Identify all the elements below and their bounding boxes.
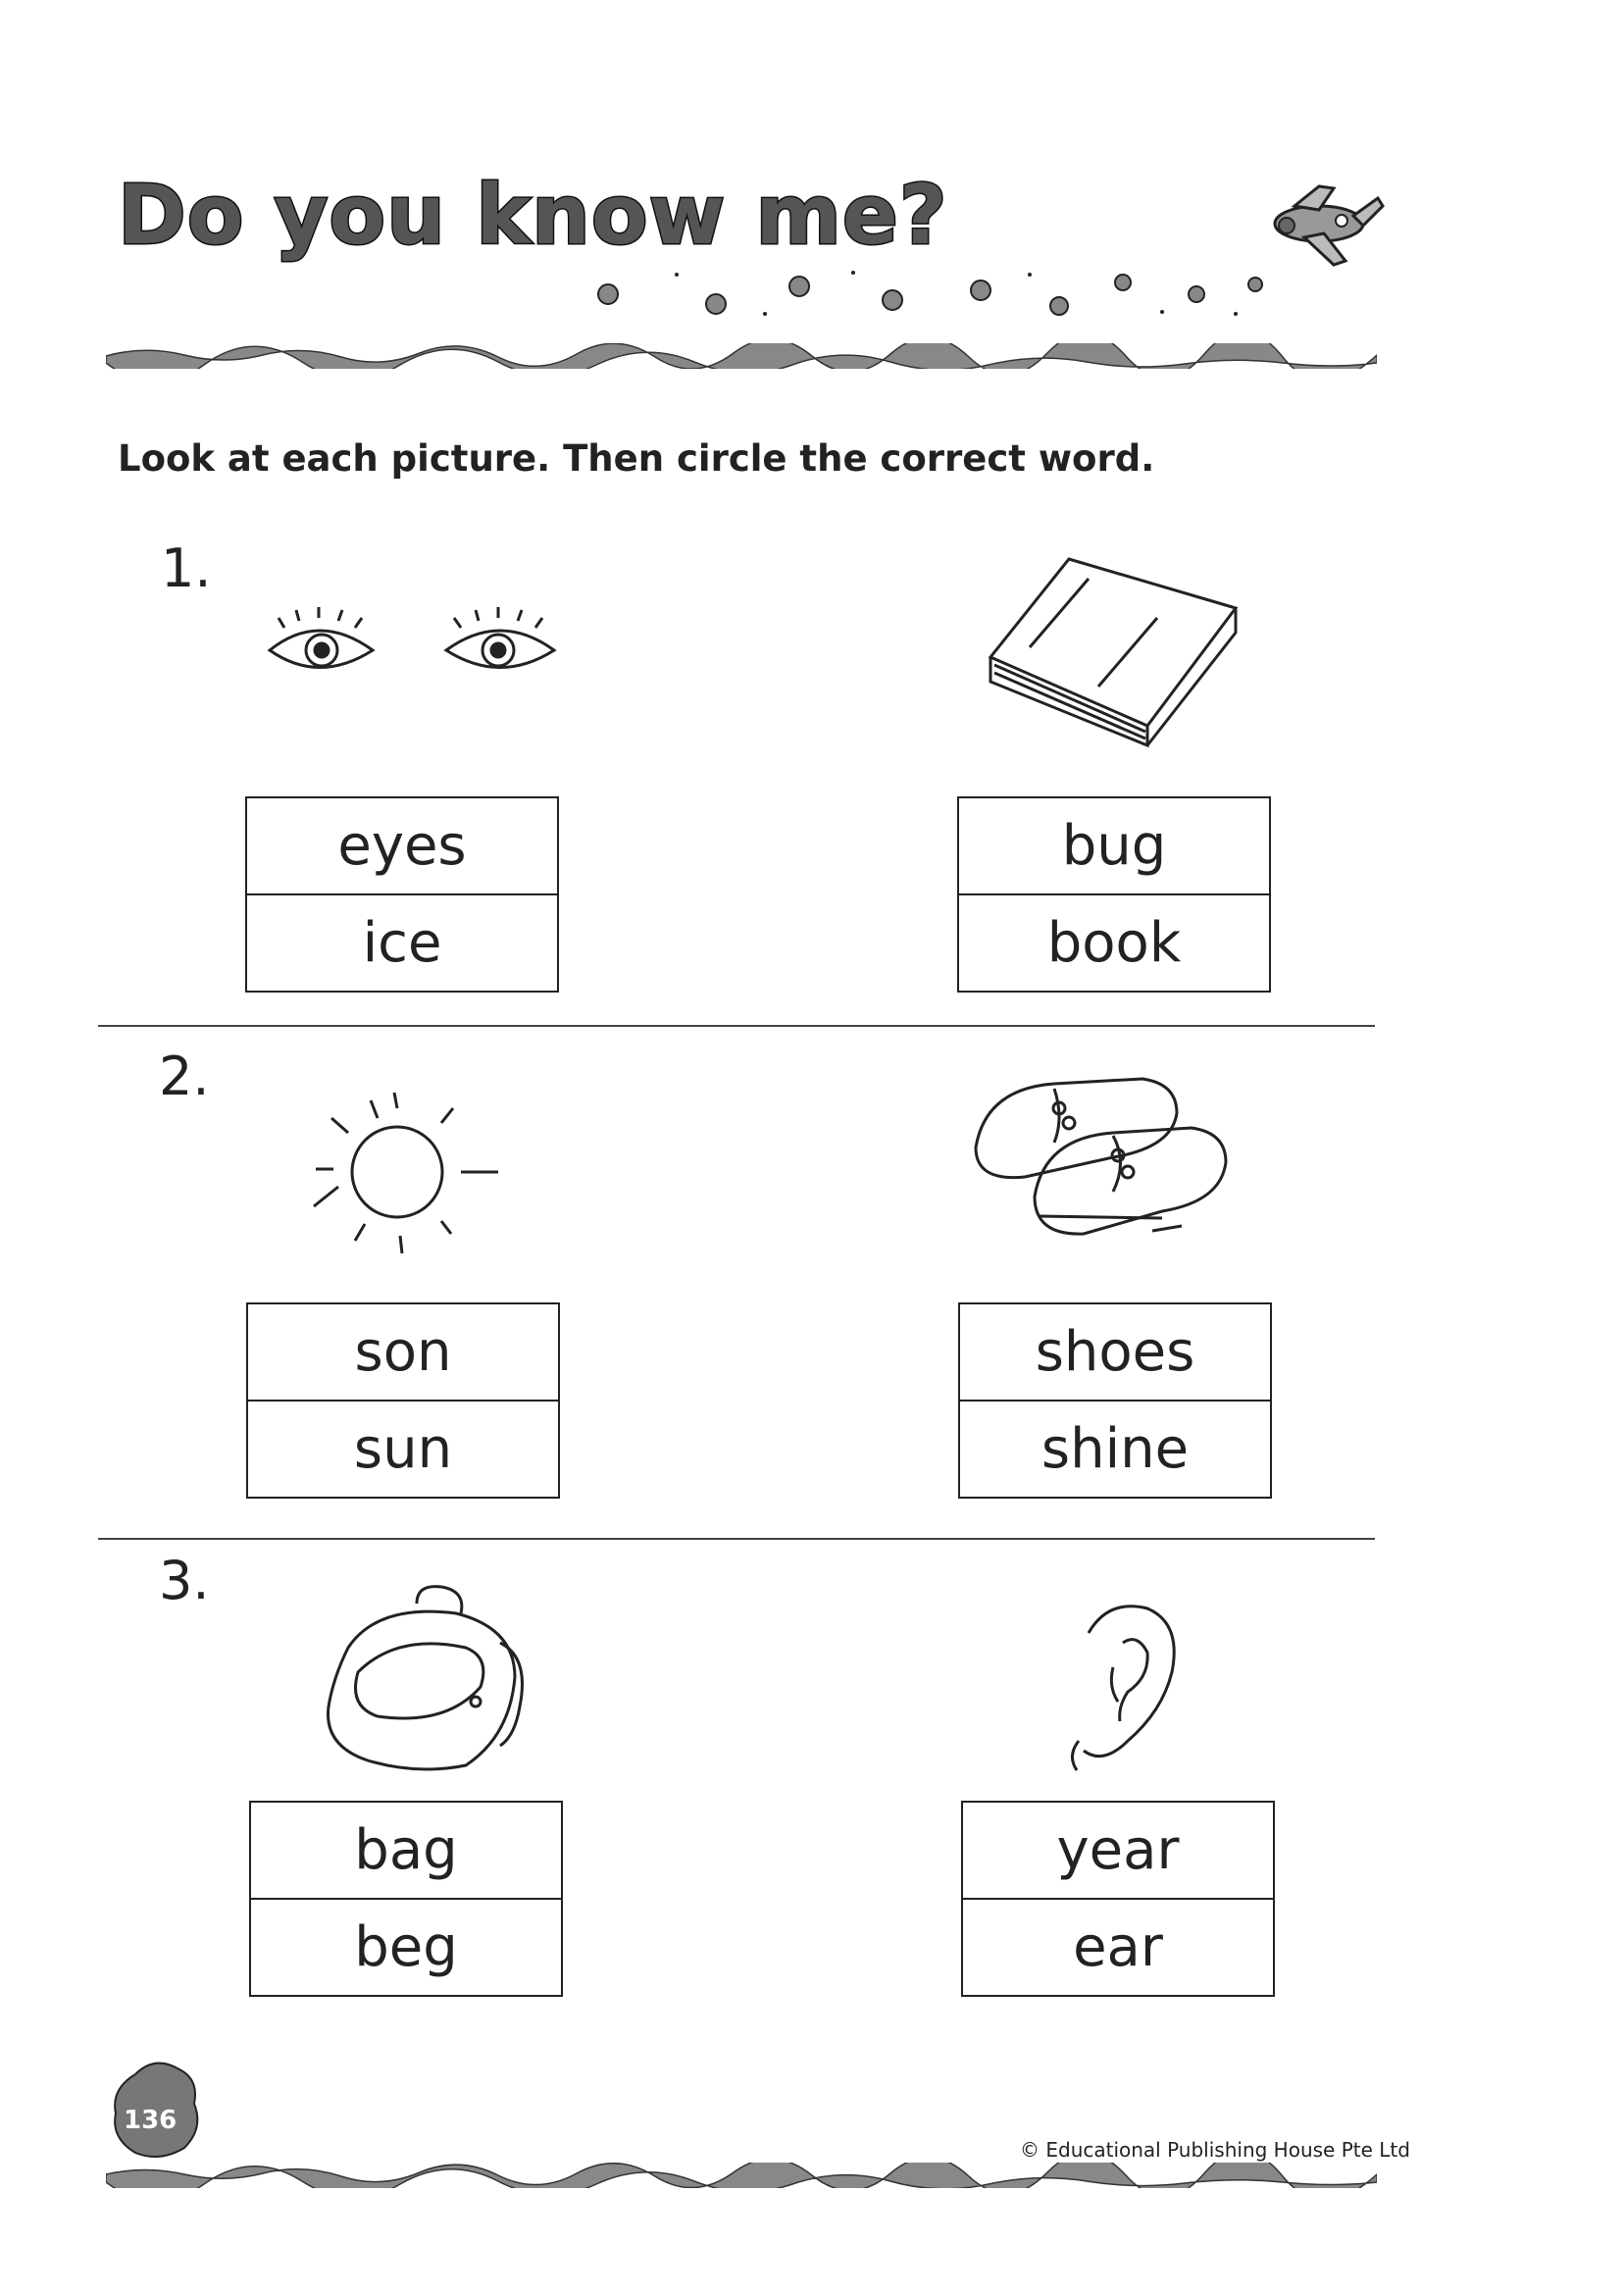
ear-icon xyxy=(1059,1594,1187,1775)
choice-box xyxy=(957,796,1271,993)
sun-icon xyxy=(304,1079,500,1265)
word-choice-son[interactable]: son xyxy=(354,1320,452,1384)
bag-icon xyxy=(319,1579,534,1775)
eyes-icon xyxy=(265,606,569,685)
question-number: 2. xyxy=(159,1045,210,1107)
shoes-icon xyxy=(966,1069,1241,1265)
question-number: 1. xyxy=(161,537,212,599)
word-choice-bug[interactable]: bug xyxy=(1061,814,1167,878)
bottom-border-decoration xyxy=(106,2163,1377,2188)
word-choice-beg[interactable]: beg xyxy=(251,1898,561,1995)
page-title: Do you know me? xyxy=(118,167,948,263)
section-divider xyxy=(98,1025,1375,1027)
word-choice-sun[interactable]: sun xyxy=(248,1400,558,1497)
choice-box xyxy=(958,1302,1272,1499)
top-border-decoration xyxy=(106,343,1377,369)
choice-box xyxy=(961,1801,1275,1997)
word-choice-bag[interactable]: bag xyxy=(354,1818,458,1882)
word-choice-shoes[interactable]: shoes xyxy=(1035,1320,1195,1384)
choice-box xyxy=(249,1801,563,1997)
book-icon xyxy=(971,549,1245,745)
choice-box xyxy=(245,796,559,993)
copyright-text: © Educational Publishing House Pte Ltd xyxy=(1020,2138,1410,2162)
section-divider xyxy=(98,1538,1375,1540)
word-choice-book[interactable]: book xyxy=(959,893,1269,991)
page-number: 136 xyxy=(124,2106,178,2135)
word-choice-year[interactable]: year xyxy=(1056,1818,1180,1882)
word-choice-ear[interactable]: ear xyxy=(963,1898,1273,1995)
instruction-text: Look at each picture. Then circle the correct word. xyxy=(118,437,1155,480)
question-number: 3. xyxy=(159,1550,210,1611)
word-choice-eyes[interactable]: eyes xyxy=(337,814,467,878)
flower-trail-decoration xyxy=(569,255,1275,333)
word-choice-ice[interactable]: ice xyxy=(247,893,557,991)
word-choice-shine[interactable]: shine xyxy=(960,1400,1270,1497)
choice-box xyxy=(246,1302,560,1499)
